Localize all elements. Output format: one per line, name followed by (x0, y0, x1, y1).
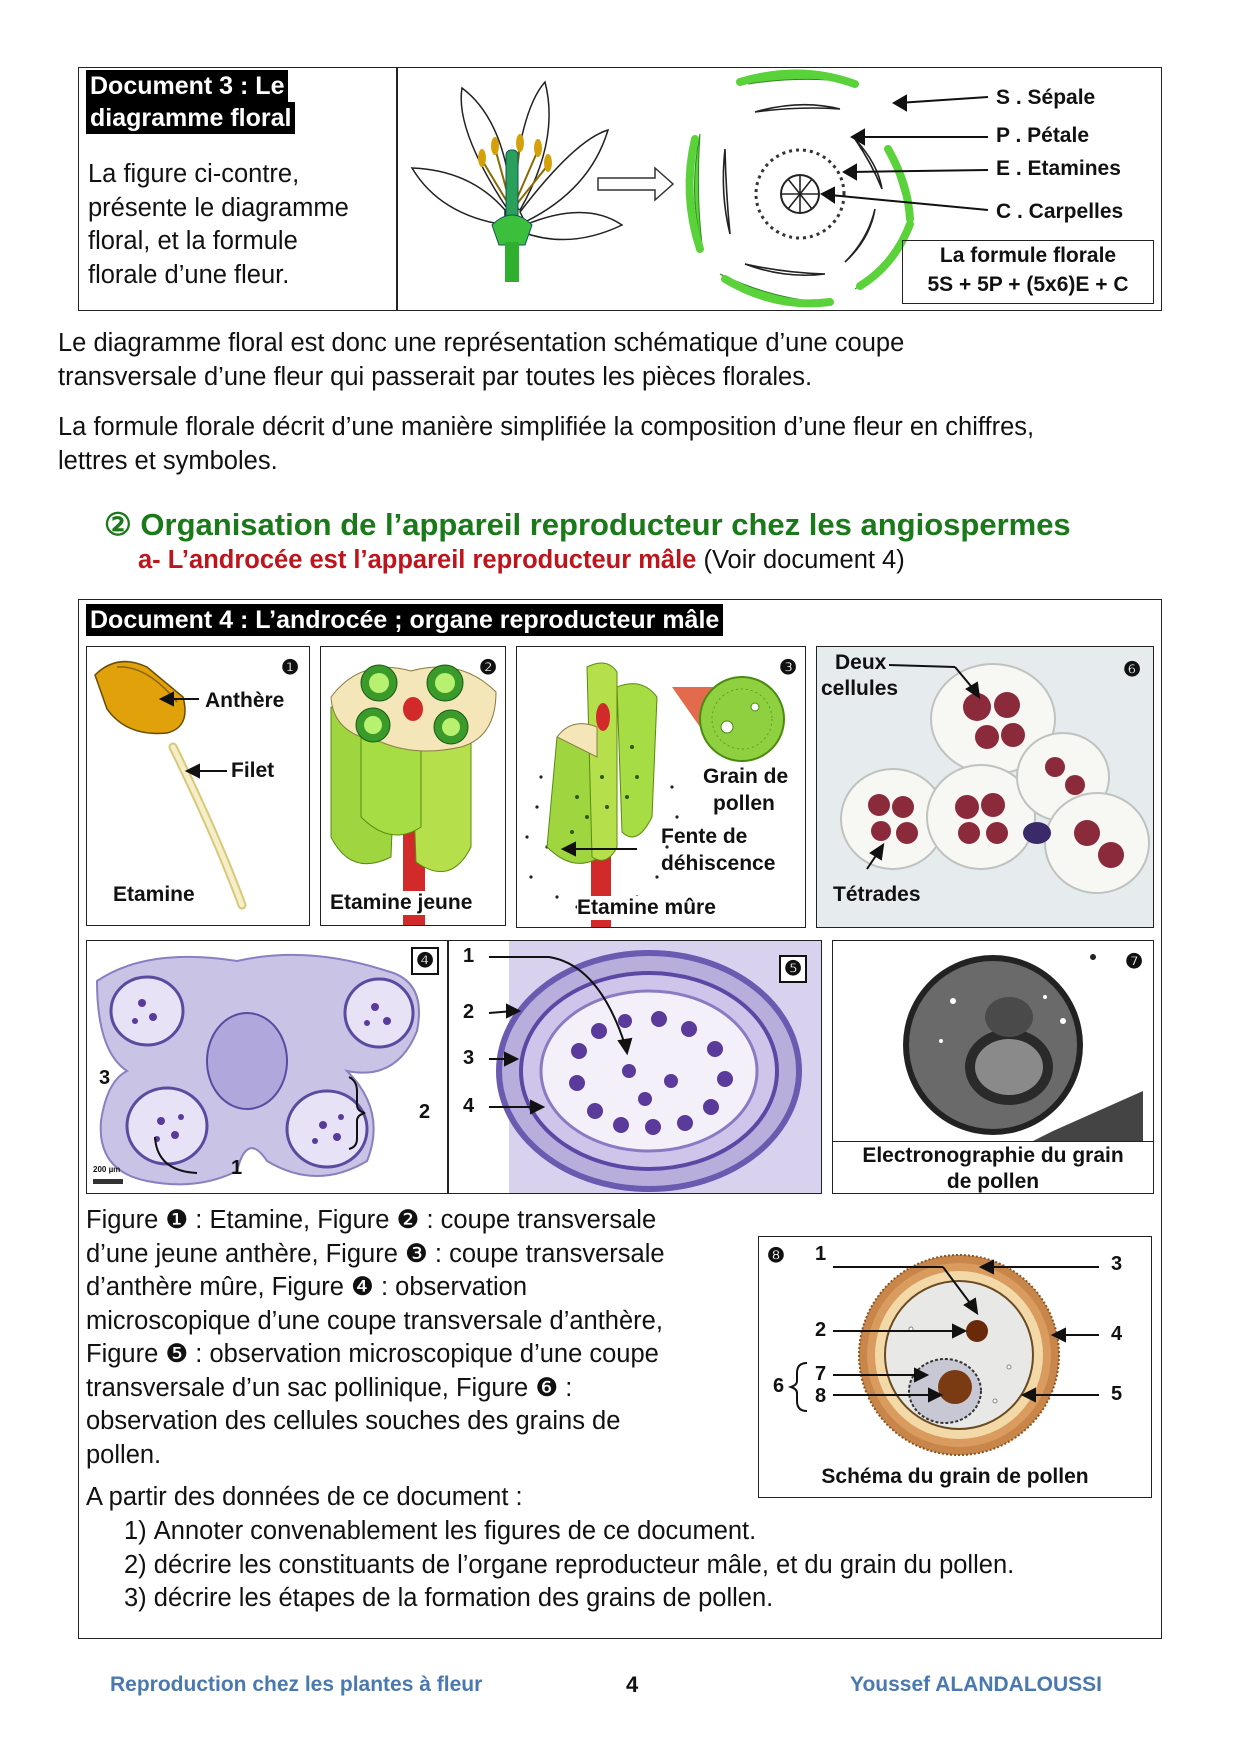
subheading-bold: a- L’androcée est l’appareil reproducteur mâle (138, 546, 697, 574)
fig7-caption-line1: Electronographie du grain (862, 1144, 1124, 1167)
figure-5-sac-pollinique (448, 940, 822, 1194)
fig2-number: ❷ (479, 657, 497, 679)
paragraph-diagram-definition (58, 327, 904, 394)
fig1-caption: Etamine (113, 883, 195, 906)
fig8-label-7: 7 (815, 1363, 827, 1385)
question-number: 2) (124, 1550, 147, 1579)
footer-page-number: 4 (626, 1672, 639, 1697)
fig3-number: ❸ (779, 657, 797, 679)
fig8-label-5: 5 (1111, 1383, 1123, 1405)
fig6-label-tetrades: Tétrades (833, 883, 921, 906)
paragraph-line: La formule florale décrit d’une manière simplifiée la composition d’une fleur en chiffres, (58, 413, 1035, 441)
fig6-label-deux: Deux (835, 651, 887, 674)
fig8-label-4: 4 (1111, 1323, 1123, 1345)
description-line: Figure ❶ : Etamine, Figure ❷ : coupe transversale (86, 1206, 657, 1234)
doc4-description (86, 1204, 665, 1472)
label-petale: P . Pétale (996, 124, 1090, 147)
fig6-number: ❻ (1123, 659, 1141, 681)
fig5-label-1: 1 (463, 945, 475, 967)
fig7-caption (833, 1141, 1153, 1194)
question-item (124, 1549, 1014, 1583)
doc3-desc-line: La figure ci-contre, (88, 160, 300, 188)
fig4-scale-bar: 200 µm (93, 1165, 121, 1174)
flower-drawing (412, 82, 622, 282)
fig4-label-2: 2 (419, 1101, 431, 1123)
description-line: d’une jeune anthère, Figure ❸ : coupe transversale (86, 1239, 665, 1268)
fig7-caption-line2: de pollen (946, 1170, 1040, 1193)
footer-left: Reproduction chez les plantes à fleur (110, 1673, 483, 1696)
paragraph-formula-definition (58, 411, 1034, 478)
fig8-label-2: 2 (815, 1319, 827, 1341)
fig3-label-grain-line1: Grain de (703, 765, 789, 788)
formula-value: 5S + 5P + (5x6)E + C (927, 273, 1129, 296)
question-intro: A partir des données de ce document : (86, 1483, 523, 1511)
fig1-label-anthere: Anthère (205, 689, 285, 712)
figure-3-etamine-mure (516, 646, 806, 928)
section-subheading (138, 546, 905, 575)
description-line: observation des cellules souches des grains de (86, 1407, 621, 1435)
description-line: transversale d’un sac pollinique, Figure ❻ : (86, 1373, 573, 1402)
fig3-label-grain-line2: pollen (713, 792, 775, 815)
description-line: pollen. (86, 1440, 162, 1469)
doc3-desc-line: florale d’une fleur. (88, 260, 290, 289)
footer-author: Youssef ALANDALOUSSI (850, 1673, 1103, 1696)
fig8-label-8: 8 (815, 1385, 827, 1407)
figure-2-etamine-jeune (320, 646, 506, 926)
label-sepale: S . Sépale (996, 86, 1096, 109)
fig4-label-1: 1 (231, 1157, 243, 1179)
figure-8-schema-grain-pollen (758, 1236, 1152, 1498)
fig4-number: ❹ (411, 947, 439, 975)
paragraph-line: Le diagramme floral est donc une représentation schématique d’une coupe (58, 329, 905, 357)
description-line: microscopique d’une coupe transversale d’anthère, (86, 1306, 663, 1335)
question-text: décrire les étapes de la formation des grains de pollen. (153, 1584, 774, 1612)
fig8-caption: Schéma du grain de pollen (821, 1465, 1089, 1488)
fig5-label-2: 2 (463, 1001, 475, 1023)
fig5-label-3: 3 (463, 1047, 475, 1069)
fig3-caption: Etamine mûre (577, 896, 716, 919)
fig3-label-fente-line1: Fente de (661, 825, 748, 848)
fig7-number: ❼ (1125, 951, 1143, 973)
question-text: décrire les constituants de l’organe reproducteur mâle, et du grain du pollen. (153, 1550, 1015, 1579)
doc4-title-text: Document 4 : L’androcée ; organe reproducteur mâle (86, 604, 723, 636)
fig1-label-filet: Filet (231, 759, 275, 782)
figure-1-etamine (86, 646, 310, 926)
paragraph-line: lettres et symboles. (58, 446, 278, 475)
fig2-caption: Etamine jeune (330, 891, 473, 914)
formula-title: La formule florale (939, 244, 1117, 267)
fig5-label-4: 4 (463, 1095, 475, 1117)
doc4-title (86, 604, 723, 636)
figure-4-coupe-anthere (86, 940, 448, 1194)
question-number: 1) (124, 1517, 147, 1545)
label-etamines: E . Etamines (996, 157, 1121, 180)
fig5-number: ❺ (779, 955, 807, 983)
fig1-number: ❶ (281, 657, 299, 679)
question-number: 3) (124, 1584, 147, 1612)
floral-diagram (690, 73, 910, 303)
figure-7-electronographie (832, 940, 1154, 1194)
fig6-label-cellules: cellules (821, 677, 899, 700)
question-text: Annoter convenablement les figures de ce document. (153, 1517, 757, 1545)
doc3-desc-line: présente le diagramme (88, 193, 349, 222)
section-heading: ② Organisation de l’appareil reproducteur chez les angiospermes (104, 507, 1071, 542)
fig8-label-3: 3 (1111, 1253, 1123, 1275)
fig8-number: ❽ (767, 1245, 785, 1267)
fig4-label-3: 3 (99, 1067, 111, 1089)
question-item (124, 1582, 1014, 1616)
subheading-rest: (Voir document 4) (696, 546, 905, 574)
question-list (124, 1515, 1014, 1616)
doc3-title-line1: Document 3 : Le (86, 70, 288, 102)
paragraph-line: transversale d’une fleur qui passerait par toutes les pièces florales. (58, 362, 813, 391)
doc3-title-line2: diagramme floral (86, 102, 295, 134)
formula-box (902, 240, 1154, 304)
question-item (124, 1515, 1014, 1549)
description-line: d’anthère mûre, Figure ❹ : observation (86, 1273, 527, 1301)
fig3-label-fente-line2: déhiscence (661, 852, 776, 875)
fig8-label-6: 6 (773, 1375, 785, 1397)
figure-6-tetrades (816, 646, 1154, 928)
description-line: Figure ❺ : observation microscopique d’une coupe (86, 1340, 659, 1368)
label-carpelles: C . Carpelles (996, 200, 1124, 223)
fig8-label-1: 1 (815, 1243, 827, 1265)
doc3-desc-line: floral, et la formule (88, 227, 298, 255)
